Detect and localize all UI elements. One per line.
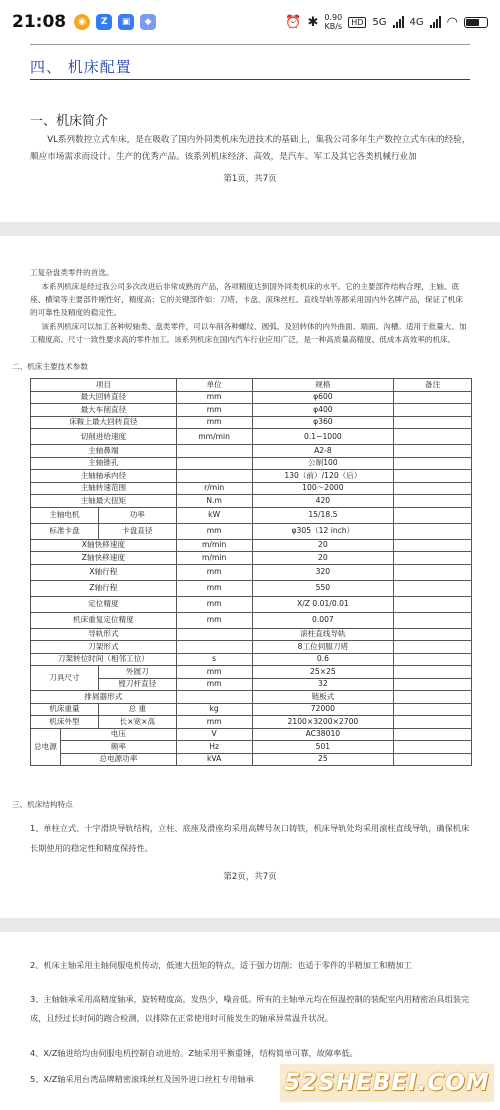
cell-unit: mm <box>176 678 252 691</box>
cell-remark <box>394 495 472 508</box>
cell-item: 最大回转直径 <box>31 391 177 404</box>
table-row <box>31 507 472 523</box>
cell-unit: mm <box>176 523 252 539</box>
status-bar <box>0 0 500 44</box>
col-header-spec: 规格 <box>252 379 394 392</box>
cell-remark <box>394 523 472 539</box>
cell-unit: m/min <box>176 539 252 552</box>
alarm-icon: ⏰ <box>285 14 302 30</box>
table-header-row <box>31 379 472 392</box>
table-row <box>31 391 472 404</box>
cell-unit: kW <box>176 507 252 523</box>
table-row <box>31 580 472 596</box>
cell-subitem: 镗刀杆直径 <box>98 678 176 691</box>
cell-item: 排屑器形式 <box>31 691 177 704</box>
col-header-item: 项目 <box>31 379 177 392</box>
cell-remark <box>394 564 472 580</box>
cell-unit: m/min <box>176 552 252 565</box>
battery-icon <box>464 17 488 28</box>
table-row <box>31 552 472 565</box>
cell-remark <box>394 716 472 729</box>
cell-item: 刀具尺寸 <box>31 666 99 691</box>
cell-remark <box>394 641 472 654</box>
site-watermark <box>280 1064 494 1102</box>
cell-spec: AC38010 <box>252 728 394 741</box>
table-row <box>31 495 472 508</box>
cell-spec: 链板式 <box>252 691 394 704</box>
cell-spec: φ600 <box>252 391 394 404</box>
continued-line: 工复杂盘类零件的首选。 <box>30 268 114 277</box>
table-row <box>31 429 472 445</box>
network-4g: 4G <box>409 16 424 28</box>
network-speed <box>324 13 342 31</box>
table-row <box>31 470 472 483</box>
cell-spec: 0.1~1000 <box>252 429 394 445</box>
cell-remark <box>394 470 472 483</box>
table-row <box>31 539 472 552</box>
cell-subitem: 卡盘直径 <box>98 523 176 539</box>
section-rule <box>30 79 470 80</box>
cell-unit <box>176 470 252 483</box>
cell-spec: 25 <box>252 753 394 766</box>
cell-spec: φ360 <box>252 416 394 429</box>
cell-spec: X/Z 0.01/0.01 <box>252 596 394 612</box>
cell-remark <box>394 678 472 691</box>
table-row <box>31 416 472 429</box>
point-1: 1、单柱立式、十字滑块导轨结构，立柱、底座及滑座均采用高牌号灰口铸铁，机床导轨处均采用滚柱直线导轨，确保机床长期使用的稳定性和精度保持性。 <box>30 823 470 853</box>
cell-item: 切削进给速度 <box>31 429 177 445</box>
signal-icon <box>393 16 404 28</box>
cell-power-group: 总电源 <box>31 728 61 766</box>
paragraph-2: 该系列机床可以加工各种短轴类、盘类零件，可以车削各种螺纹、圆弧、及回转体的内外曲面、端面、沟槽。适用于批量大、加工精度高、尺寸一致性要求高的零件加工。该系列机床在国内汽车行业应用广泛，是一种高质量高精度、低成本高效率的机床。 <box>30 322 467 344</box>
cell-remark <box>394 552 472 565</box>
wifi-icon: ◠ <box>446 14 458 30</box>
document-page-2 <box>0 236 500 918</box>
cell-unit: mm <box>176 716 252 729</box>
cell-unit: kg <box>176 703 252 716</box>
cell-unit: mm <box>176 580 252 596</box>
cell-subitem: 外圆刀 <box>98 666 176 679</box>
table-row <box>31 612 472 628</box>
cell-item: 标准卡盘 <box>31 523 99 539</box>
table-row <box>31 482 472 495</box>
cell-spec: 8工位伺服刀塔 <box>252 641 394 654</box>
zhihu-icon: Z <box>96 14 112 30</box>
paragraph-1: 本系列机床是经过我公司多次改进后非常成熟的产品，各项精度达到国外同类机床的水平。它的主要部件结构合理，主轴、底座、横梁等主要部件刚性好，精度高；它的关键部件如：刀塔、卡盘、滚珠丝杠、直线导轨等都采用国内外名牌产品，保证了机床的可靠性及精度的稳定性。 <box>30 282 463 317</box>
cell-item: 刀架转位时间（相邻工位） <box>31 653 177 666</box>
cell-unit <box>176 445 252 458</box>
table-row <box>31 653 472 666</box>
cell-subitem: 长×宽×高 <box>98 716 176 729</box>
cell-item: 最大车削直径 <box>31 404 177 417</box>
table-row <box>31 596 472 612</box>
col-header-unit: 单位 <box>176 379 252 392</box>
table-row <box>31 703 472 716</box>
page-number: 第2页，共7页 <box>223 872 277 882</box>
cell-unit: mm <box>176 416 252 429</box>
cell-item: Z轴快移速度 <box>31 552 177 565</box>
heading-tech-params: 二、机床主要技术参数 <box>12 362 88 371</box>
document-page-1 <box>0 44 500 222</box>
spec-table <box>30 378 472 766</box>
cell-item: 主轴鼻端 <box>31 445 177 458</box>
cell-subitem: 频率 <box>60 741 176 754</box>
cell-remark <box>394 596 472 612</box>
cell-spec: 2100×3200×2700 <box>252 716 394 729</box>
cell-item: 主轴锥孔 <box>31 457 177 470</box>
col-header-remark: 备注 <box>394 379 472 392</box>
cell-item: X轴快移速度 <box>31 539 177 552</box>
bluetooth-icon: ✱ <box>307 14 319 30</box>
table-row <box>31 404 472 417</box>
weibo-icon: ◉ <box>74 14 90 30</box>
cell-item: 主轴轴承内径 <box>31 470 177 483</box>
cell-unit: N.m <box>176 495 252 508</box>
subsection-title: 一、机床简介 <box>30 114 109 129</box>
cell-remark <box>394 728 472 741</box>
news-icon: ▣ <box>118 14 134 30</box>
cell-unit: V <box>176 728 252 741</box>
cell-unit: mm <box>176 666 252 679</box>
cell-remark <box>394 391 472 404</box>
cell-spec: 公制100 <box>252 457 394 470</box>
page-top-rule <box>30 44 470 45</box>
section-title[interactable]: 四、 机床配置 <box>30 58 132 76</box>
cell-spec: 72000 <box>252 703 394 716</box>
cell-item: 机床外型 <box>31 716 99 729</box>
signal-icon-2 <box>430 16 441 28</box>
point-2: 2、机床主轴采用主轴伺服电机传动，低速大扭矩的特点，适于强力切削；也适于零件的半精加工和精加工 <box>30 960 412 970</box>
cell-item: X轴行程 <box>31 564 177 580</box>
cell-remark <box>394 457 472 470</box>
cell-spec: 501 <box>252 741 394 754</box>
table-row <box>31 523 472 539</box>
cell-item: 导轨形式 <box>31 628 177 641</box>
cell-remark <box>394 653 472 666</box>
cell-item: Z轴行程 <box>31 580 177 596</box>
cell-spec: 0.6 <box>252 653 394 666</box>
watermark-text: 52SHEBEI.COM <box>284 1070 490 1096</box>
page-number: 第1页，共7页 <box>223 174 277 184</box>
table-row <box>31 741 472 754</box>
heading-structure: 三、机床结构特点 <box>12 800 73 809</box>
cell-spec: 550 <box>252 580 394 596</box>
cell-item: 主轴转速范围 <box>31 482 177 495</box>
cell-spec: 15/18.5 <box>252 507 394 523</box>
cell-unit: mm <box>176 612 252 628</box>
cell-remark <box>394 666 472 679</box>
cell-remark <box>394 482 472 495</box>
cell-spec: 100～2000 <box>252 482 394 495</box>
table-row <box>31 628 472 641</box>
table-row <box>31 641 472 654</box>
speed-value: 0.90 <box>324 13 343 22</box>
cell-item: 主轴最大扭矩 <box>31 495 177 508</box>
table-row <box>31 753 472 766</box>
point-5: 5、X/Z轴采用台湾品牌精密滚珠丝杠及国外进口丝杠专用轴承 <box>30 1074 254 1084</box>
cell-spec: 0.007 <box>252 612 394 628</box>
cell-unit: r/min <box>176 482 252 495</box>
network-5g: 5G <box>372 16 387 28</box>
cell-spec: 滚柱直线导轨 <box>252 628 394 641</box>
cell-spec: 20 <box>252 539 394 552</box>
table-row <box>31 666 472 679</box>
cell-spec: 130（前）/120（后） <box>252 470 394 483</box>
cell-spec: 420 <box>252 495 394 508</box>
speed-unit: KB/s <box>324 22 343 31</box>
table-row <box>31 457 472 470</box>
cell-remark <box>394 445 472 458</box>
cell-unit <box>176 641 252 654</box>
cell-unit: kVA <box>176 753 252 766</box>
cell-unit: s <box>176 653 252 666</box>
table-row <box>31 564 472 580</box>
cell-spec: φ305（12 inch） <box>252 523 394 539</box>
cell-item: 床鞍上最大回转直径 <box>31 416 177 429</box>
cell-spec: 25×25 <box>252 666 394 679</box>
cell-spec: 20 <box>252 552 394 565</box>
cell-subitem: 功率 <box>98 507 176 523</box>
cell-spec: 32 <box>252 678 394 691</box>
cell-remark <box>394 429 472 445</box>
cell-remark <box>394 416 472 429</box>
cell-unit <box>176 628 252 641</box>
cell-item: 机床重量 <box>31 703 99 716</box>
cell-subitem: 电压 <box>60 728 176 741</box>
cell-remark <box>394 580 472 596</box>
cell-unit: mm <box>176 596 252 612</box>
cell-item: 刀架形式 <box>31 641 177 654</box>
cell-remark <box>394 703 472 716</box>
cell-item: 定位精度 <box>31 596 177 612</box>
cell-unit: mm <box>176 391 252 404</box>
cell-spec: A2-8 <box>252 445 394 458</box>
intro-paragraph: VL系列数控立式车床，是在吸收了国内外同类机床先进技术的基础上，集我公司多年生产数控立式车床的经验，顺应市场需求而设计、生产的优秀产品。该系列机床经济、高效，是汽车、军工及其它各类机械行业加 <box>30 135 471 162</box>
cell-item: 主轴电机 <box>31 507 99 523</box>
hd-badge: HD <box>348 17 366 28</box>
table-row <box>31 691 472 704</box>
cell-unit: mm <box>176 404 252 417</box>
cell-subitem: 总电源功率 <box>60 753 176 766</box>
cell-remark <box>394 539 472 552</box>
clock: 21:08 <box>12 12 67 32</box>
cell-remark <box>394 507 472 523</box>
cell-unit: Hz <box>176 741 252 754</box>
cell-spec: 320 <box>252 564 394 580</box>
point-4: 4、X/Z轴进给均由伺服电机控制自动进给。Z轴采用平衡重锤，结构简单可靠，故障率低。 <box>30 1048 358 1058</box>
cell-subitem: 总 重 <box>98 703 176 716</box>
cell-spec: φ400 <box>252 404 394 417</box>
document-page-3 <box>0 932 500 1110</box>
cell-remark <box>394 691 472 704</box>
cell-unit: mm/min <box>176 429 252 445</box>
app-icon: ◆ <box>140 14 156 30</box>
cell-remark <box>394 612 472 628</box>
cell-unit: mm <box>176 564 252 580</box>
cell-item: 机床重复定位精度 <box>31 612 177 628</box>
cell-unit <box>176 457 252 470</box>
cell-remark <box>394 628 472 641</box>
table-row <box>31 445 472 458</box>
cell-remark <box>394 404 472 417</box>
table-row <box>31 716 472 729</box>
cell-remark <box>394 741 472 754</box>
point-3: 3、主轴轴承采用高精度轴承，旋转精度高，发热少，噪音低。所有的主轴单元均在恒温控制的装配室内用精密治具组装完成，且经过长时间的跑合检测，以排除在正常使用时可能发生的轴承异常温升状况。 <box>30 994 470 1023</box>
cell-unit <box>176 691 252 704</box>
table-row <box>31 728 472 741</box>
cell-remark <box>394 753 472 766</box>
